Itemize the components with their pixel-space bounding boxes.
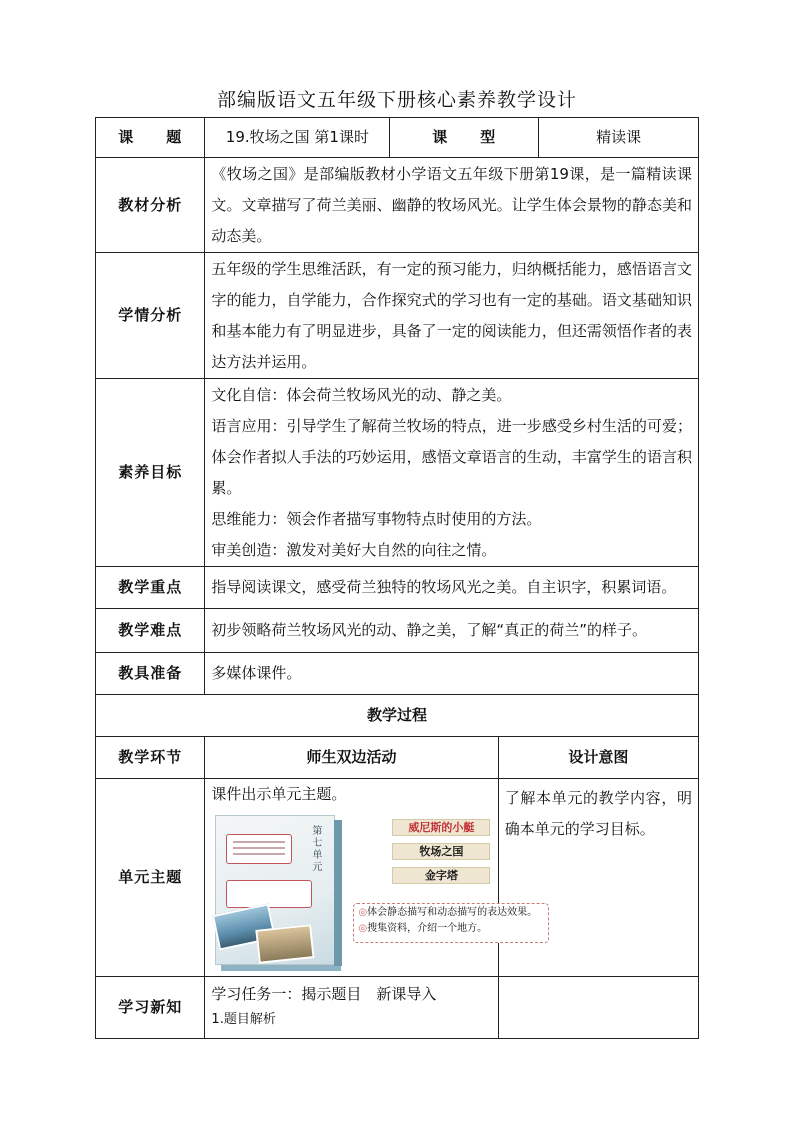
col-stage-header: 教学环节 <box>96 737 205 779</box>
key-points-row <box>96 567 699 609</box>
topic-value: 19.牧场之国 第1课时 <box>205 118 390 158</box>
unit-theme-intent: 了解本单元的教学内容，明确本单元的学习目标。 <box>498 779 698 977</box>
student-analysis-text: 五年级的学生思维活跃，有一定的预习能力，归纳概括能力，感悟语言文字的能力，自学能力，合作探究式的学习也有一定的基础。语文基础知识和基本能力有了明显进步，具备了一定的阅读能力，但还需领悟作者的表达方法并运用。 <box>205 253 699 379</box>
unit-theme-activity-text: 课件出示单元主题。 <box>211 785 347 803</box>
topic-label: 课 题 <box>96 118 205 158</box>
col-intent-header: 设计意图 <box>498 737 698 779</box>
textbook-spine <box>334 820 342 966</box>
difficulties-row <box>96 609 699 653</box>
goal-language: 语言应用：引导学生了解荷兰牧场的特点，进一步感受乡村生活的可爱；体会作者拟人手法的巧妙运用，感悟文章语言的生动，丰富学生的语言积累。 <box>211 416 692 497</box>
unit-goal-2 <box>358 921 544 937</box>
process-section-row <box>96 695 699 737</box>
unit-goal-2-text: 搜集资料，介绍一个地方。 <box>367 923 488 934</box>
goal-thinking: 思维能力：领会作者描写事物特点时使用的方法。 <box>211 509 542 528</box>
student-analysis-row <box>96 253 699 379</box>
col-activity-header: 师生双边活动 <box>205 737 498 779</box>
process-header-row <box>96 737 699 779</box>
literacy-goals-row <box>96 379 699 567</box>
difficulties-label: 教学难点 <box>96 609 205 653</box>
lesson-plan-table <box>95 117 699 1039</box>
new-knowledge-label: 学习新知 <box>96 977 205 1039</box>
textbook-note-card <box>226 834 292 864</box>
materials-row <box>96 653 699 695</box>
type-value: 精读课 <box>539 118 699 158</box>
key-points-label: 教学重点 <box>96 567 205 609</box>
document-title: 部编版语文五年级下册核心素养教学设计 <box>216 89 577 111</box>
difficulties-text: 初步领略荷兰牧场风光的动、静之美，了解“真正的荷兰”的样子。 <box>205 609 699 653</box>
unit-goal-1-text: 体会静态描写和动态描写的表达效果。 <box>367 907 538 918</box>
material-analysis-label: 教材分析 <box>96 158 205 253</box>
goal-culture: 文化自信：体会荷兰牧场风光的动、静之美。 <box>211 385 512 404</box>
new-knowledge-activity <box>205 977 498 1039</box>
literacy-goals-label: 素养目标 <box>96 379 205 567</box>
unit-goals-box <box>353 903 549 943</box>
bullet-icon: ◎ <box>358 907 368 918</box>
lesson-tag-pasture: 牧场之国 <box>392 843 490 860</box>
unit-theme-illustration <box>211 809 551 969</box>
materials-label: 教具准备 <box>96 653 205 695</box>
bullet-icon: ◎ <box>358 923 368 934</box>
goal-aesthetic: 审美创造：激发对美好大自然的向往之情。 <box>211 540 497 559</box>
textbook-unit-label: 第七单元 <box>312 826 323 873</box>
new-knowledge-task: 学习任务一：揭示题目 新课导入 <box>211 985 437 1003</box>
new-knowledge-row <box>96 977 699 1039</box>
process-section-title: 教学过程 <box>96 695 699 737</box>
type-label: 课 型 <box>390 118 539 158</box>
photo-pyramid <box>256 924 315 964</box>
new-knowledge-step: 1.题目解析 <box>211 1012 276 1027</box>
material-analysis-text: 《牧场之国》是部编版教材小学语文五年级下册第19课，是一篇精读课文。文章描写了荷兰美丽、幽静的牧场风光。让学生体会景物的静态美和动态美。 <box>205 158 699 253</box>
note-lines <box>233 841 285 843</box>
lesson-tag-pyramid: 金字塔 <box>392 867 490 884</box>
material-analysis-row <box>96 158 699 253</box>
new-knowledge-intent <box>498 977 698 1039</box>
key-points-text: 指导阅读课文，感受荷兰独特的牧场风光之美。自主识字，积累词语。 <box>205 567 699 609</box>
header-row <box>96 118 699 158</box>
unit-theme-label: 单元主题 <box>96 779 205 977</box>
lesson-tag-venice: 威尼斯的小艇 <box>392 819 490 836</box>
unit-theme-activity <box>205 779 538 977</box>
literacy-goals-content <box>205 379 699 567</box>
textbook-goal-card <box>226 880 312 908</box>
unit-goal-1 <box>358 905 544 921</box>
student-analysis-label: 学情分析 <box>96 253 205 379</box>
unit-theme-row <box>96 779 699 977</box>
materials-text: 多媒体课件。 <box>205 653 699 695</box>
